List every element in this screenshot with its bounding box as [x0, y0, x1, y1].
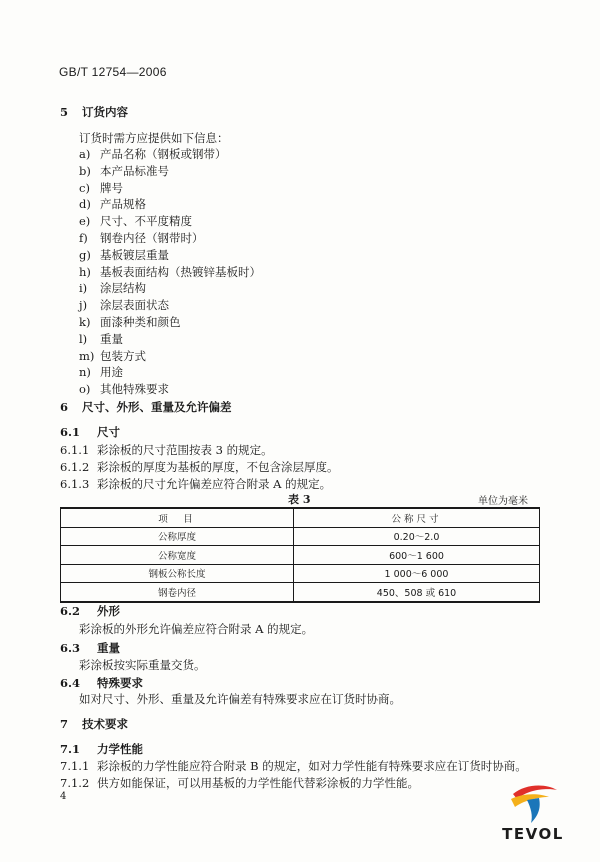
section-title: 订货内容 — [82, 105, 128, 119]
clause-text: 彩涂板的尺寸范围按表 3 的规定。 — [97, 443, 273, 457]
brand-name: TEVOL — [502, 825, 564, 843]
list-item-marker: e) — [79, 214, 91, 229]
table-row — [61, 546, 540, 565]
table-row — [61, 527, 540, 546]
list-item-text: 尺寸、不平度精度 — [100, 214, 192, 229]
list-item-text: 面漆种类和颜色 — [100, 315, 181, 329]
list-item-marker: b) — [79, 163, 91, 178]
clause-6-1-1 — [60, 442, 273, 458]
column-header-item: 项 目 — [61, 508, 294, 527]
list-item-text: 重量 — [100, 331, 123, 346]
section-6-4-heading — [60, 675, 143, 691]
clause-6-1-2 — [60, 459, 339, 475]
list-item — [79, 180, 123, 196]
section-title: 力学性能 — [97, 742, 143, 756]
list-item-marker: a) — [79, 147, 91, 161]
section-7-heading — [60, 716, 128, 732]
clause-text: 供方如能保证，可以用基板的力学性能代替彩涂板的力学性能。 — [97, 776, 419, 790]
list-item — [79, 264, 261, 280]
section-7-1-heading — [60, 741, 143, 757]
section-number: 7.1 — [60, 742, 81, 756]
clause-number: 7.1.2 — [60, 776, 90, 790]
list-item-marker: o) — [79, 382, 91, 397]
clause-7-1-2 — [60, 775, 419, 791]
clause-number: 6.1.1 — [60, 443, 90, 457]
list-item-marker: m) — [79, 348, 95, 363]
table-cell-item: 钢卷内径 — [61, 583, 294, 602]
order-intro: 订货时需方应提供如下信息： — [79, 131, 229, 145]
list-item-text: 牌号 — [100, 180, 123, 195]
clause-text: 彩涂板的力学性能应符合附录 B 的规定，如对力学性能有特殊要求应在订货时协商。 — [97, 759, 527, 773]
list-item-text: 用途 — [100, 365, 123, 380]
list-item — [79, 196, 146, 212]
table-cell-item: 公称厚度 — [61, 527, 294, 546]
table-cell-item: 钢板公称长度 — [61, 564, 294, 583]
section-6-4-body: 如对尺寸、外形、重量及允许偏差有特殊要求应在订货时协商。 — [79, 692, 401, 706]
clause-number: 6.1.2 — [60, 460, 90, 474]
list-item-text: 涂层表面状态 — [100, 298, 169, 313]
list-item-marker: i) — [79, 281, 88, 296]
list-item-marker: n) — [79, 365, 91, 380]
clause-number: 7.1.1 — [60, 759, 90, 773]
table-cell-value: 0.20～2.0 — [294, 527, 540, 546]
section-6-heading — [60, 399, 232, 415]
list-item-text: 基板表面结构（热镀锌基板时） — [100, 264, 261, 279]
section-number: 6.4 — [60, 676, 81, 690]
section-title: 尺寸 — [97, 425, 120, 439]
list-item-text: 产品名称（钢板或钢带） — [100, 147, 227, 161]
tevol-logo-icon — [503, 780, 563, 824]
list-item — [79, 230, 204, 246]
list-item-text: 本产品标准号 — [100, 163, 169, 178]
list-item-text: 基板镀层重量 — [100, 247, 169, 262]
section-number: 6 — [60, 400, 69, 414]
list-item-marker: g) — [79, 247, 91, 262]
list-item — [79, 348, 146, 364]
clause-text: 彩涂板的尺寸允许偏差应符合附录 A 的规定。 — [97, 477, 332, 491]
section-title: 外形 — [97, 604, 120, 618]
list-item-text: 涂层结构 — [100, 281, 146, 296]
section-number: 7 — [60, 717, 69, 731]
size-range-table — [60, 507, 540, 603]
table-row — [61, 564, 540, 583]
list-item — [79, 213, 192, 229]
list-item-marker: j) — [79, 298, 88, 313]
list-item-marker: k) — [79, 315, 91, 329]
table-cell-value: 450、508 或 610 — [294, 583, 540, 602]
list-item — [79, 297, 169, 313]
list-item — [79, 364, 123, 380]
standard-code: GB/T 12754—2006 — [59, 65, 167, 79]
section-number: 6.3 — [60, 641, 81, 655]
list-item — [79, 331, 123, 347]
table-cell-value: 600～1 600 — [294, 546, 540, 565]
column-header-nominal-size: 公称尺寸 — [294, 508, 540, 527]
list-item-marker: d) — [79, 197, 91, 212]
table-header-row — [61, 508, 540, 527]
section-6-3-heading — [60, 640, 120, 656]
list-item-text: 包装方式 — [100, 348, 146, 363]
section-title: 特殊要求 — [97, 676, 143, 690]
section-6-2-heading — [60, 603, 120, 619]
list-item-marker: l) — [79, 331, 88, 346]
clause-7-1-1 — [60, 758, 527, 774]
list-item-text: 其他特殊要求 — [100, 382, 169, 397]
page-number: 4 — [60, 791, 67, 802]
clause-6-1-3 — [60, 476, 331, 492]
list-item — [79, 163, 169, 179]
section-title: 重量 — [97, 641, 120, 655]
table-cell-value: 1 000～6 000 — [294, 564, 540, 583]
list-item — [79, 247, 169, 263]
table-row — [61, 583, 540, 602]
list-item-marker: f) — [79, 231, 88, 245]
section-6-1-heading — [60, 424, 120, 440]
list-item-text: 钢卷内径（钢带时） — [100, 231, 204, 245]
list-item — [79, 280, 146, 296]
table-cell-item: 公称宽度 — [61, 546, 294, 565]
section-number: 6.2 — [60, 604, 81, 618]
section-6-2-body: 彩涂板的外形允许偏差应符合附录 A 的规定。 — [79, 622, 314, 636]
clause-number: 6.1.3 — [60, 477, 90, 491]
table-3-title: 表 3 — [288, 493, 311, 506]
list-item — [79, 146, 227, 162]
clause-text: 彩涂板的厚度为基板的厚度，不包含涂层厚度。 — [97, 460, 339, 474]
section-title: 技术要求 — [82, 717, 128, 731]
list-item — [79, 381, 169, 397]
section-5-heading — [60, 104, 128, 120]
section-number: 5 — [60, 105, 69, 119]
list-item-marker: c) — [79, 180, 90, 195]
list-item-text: 产品规格 — [100, 197, 146, 212]
section-number: 6.1 — [60, 425, 81, 439]
list-item-marker: h) — [79, 264, 91, 279]
list-item — [79, 314, 181, 330]
section-6-3-body: 彩涂板按实际重量交货。 — [79, 658, 206, 672]
section-title: 尺寸、外形、重量及允许偏差 — [82, 400, 232, 414]
table-3-unit: 单位为毫米 — [478, 496, 528, 507]
